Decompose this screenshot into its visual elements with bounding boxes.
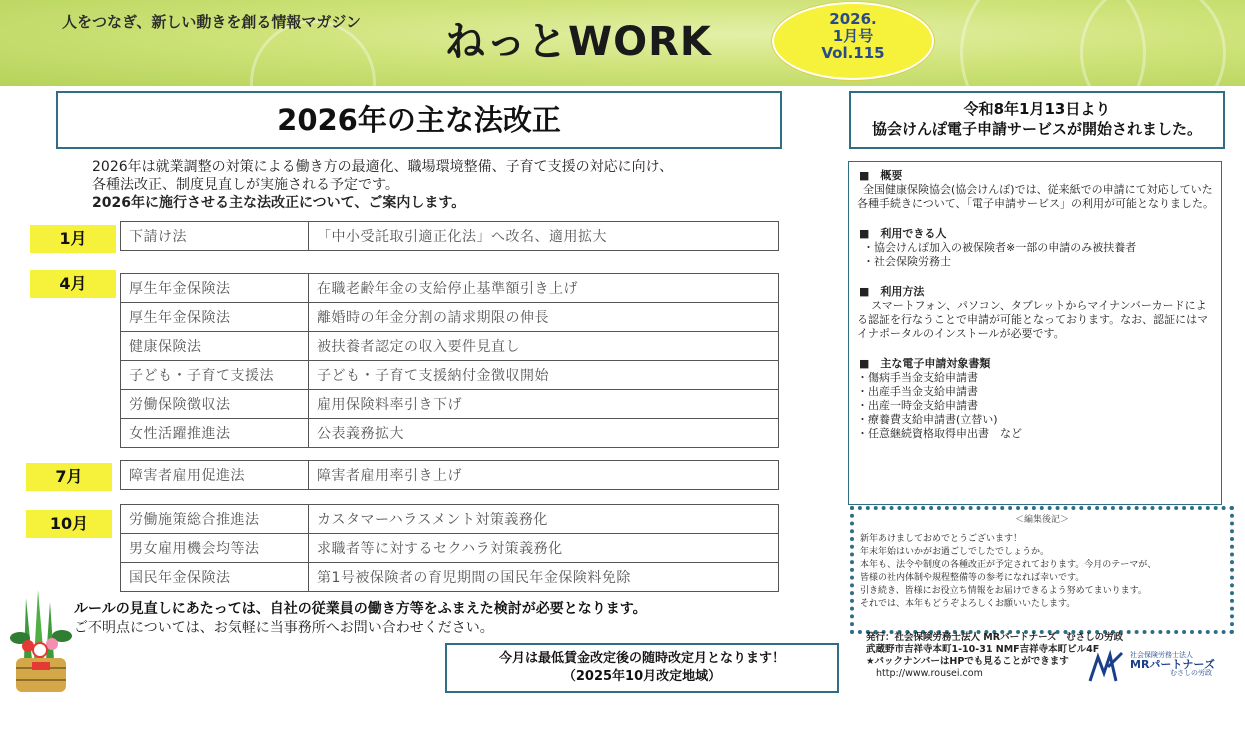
law-table-july: [120, 460, 779, 490]
law-change: 「中小受託取引適正化法」へ改名、適用拡大: [309, 222, 779, 251]
month-tag-january: 1月: [30, 225, 116, 253]
law-name: 国民年金保険法: [121, 563, 309, 592]
notice-line: 今月は最低賃金改定後の随時改定月となります！: [498, 651, 785, 666]
editors-note-line: 年末年始はいかがお過ごしでしたでしょうか。: [860, 547, 1050, 557]
list-item: ・協会けんぽ加入の被保険者※一部の申請のみ被扶養者: [863, 241, 1137, 254]
footer-note-bold: ルールの見直しにあたっては、自社の従業員の働き方等をふまえた検討が必要となります。: [74, 601, 647, 617]
table-row: [121, 390, 779, 419]
law-name: 厚生年金保険法: [121, 274, 309, 303]
law-change: 公表義務拡大: [309, 419, 779, 448]
section-heading-users: ■ 利用できる人: [859, 227, 947, 240]
editors-note: [850, 506, 1234, 634]
backnumber-note: ★バックナンバーはHPでも見ることができます: [866, 656, 1069, 667]
magazine-tagline: 人をつなぎ、新しい動きを創る情報マガジン: [62, 13, 362, 31]
notice-line: （2025年10月改定地域）: [562, 669, 722, 684]
law-table-january: [120, 221, 779, 251]
editors-note-line: 引き続き、皆様にお役立ち情報をお届けできるよう努めてまいります。: [860, 586, 1147, 596]
law-name: 障害者雇用促進法: [121, 461, 309, 490]
decorative-swirl: [1080, 0, 1226, 86]
website-link[interactable]: http://www.rousei.com: [876, 668, 983, 679]
logo-company-name: MRパートナーズ: [1130, 658, 1215, 671]
publisher-info: [866, 632, 1123, 680]
table-row: [121, 222, 779, 251]
minimum-wage-notice: [445, 643, 839, 693]
law-change: 在職老齢年金の支給停止基準額引き上げ: [309, 274, 779, 303]
issue-volume: Vol.115: [821, 44, 885, 62]
headline-line: 令和8年1月13日より: [963, 100, 1111, 118]
table-row: [121, 274, 779, 303]
kadomatsu-illustration: [8, 588, 74, 696]
intro-line: 各種法改正、制度見直しが実施される予定です。: [92, 177, 399, 193]
law-name: 厚生年金保険法: [121, 303, 309, 332]
issue-badge: [772, 2, 934, 80]
section-heading-method: ■ 利用方法: [859, 285, 925, 298]
e-application-details: [848, 161, 1222, 505]
table-row: [121, 303, 779, 332]
editors-note-line: 皆様の社内体制や規程整備等の参考になれば幸いです。: [860, 573, 1085, 583]
table-row: [121, 419, 779, 448]
magazine-title: ねっとWORK: [445, 19, 712, 65]
editors-note-line: それでは、本年もどうぞよろしくお願いいたします。: [860, 599, 1076, 609]
table-row: [121, 332, 779, 361]
law-change: 雇用保険料率引き下げ: [309, 390, 779, 419]
issue-month: 1月号: [832, 27, 874, 45]
logo-sub-text: むさしの労政: [1170, 669, 1212, 677]
month-tag-july: 7月: [26, 463, 112, 491]
month-tag-april: 4月: [30, 270, 116, 298]
law-change: 離婚時の年金分割の請求期限の伸長: [309, 303, 779, 332]
law-name: 女性活躍推進法: [121, 419, 309, 448]
law-name: 労働施策総合推進法: [121, 505, 309, 534]
editors-note-heading: ＜編集後記＞: [1014, 515, 1069, 525]
list-item: ・療養費支給申請書(立替い): [857, 413, 998, 426]
law-change: カスタマーハラスメント対策義務化: [309, 505, 779, 534]
list-item: ・出産手当金支給申請書: [857, 385, 978, 398]
law-change: 子ども・子育て支援納付金徴収開始: [309, 361, 779, 390]
publisher-address: 武蔵野市吉祥寺本町1-10-31 NMF吉祥寺本町ビル4F: [866, 644, 1100, 655]
publisher-name: 発行：社会保険労務士法人 MRパートナーズ むさしの労政: [866, 632, 1124, 643]
law-table-april: [120, 273, 779, 448]
intro-line: 2026年は就業調整の対策による働き方の最適化、職場環境整備、子育て支援の対応に向け、: [92, 159, 674, 175]
month-tag-october: 10月: [26, 510, 112, 538]
table-row: [121, 461, 779, 490]
editors-note-line: 新年あけましておめでとうございます！: [860, 534, 1023, 544]
list-item: ・任意継続資格取得申出書 など: [857, 427, 1022, 440]
table-row: [121, 361, 779, 390]
overview-text: 全国健康保険協会(協会けんぽ)では、従来紙での申請にて対応していた各種手続きについて、「電子申請サービス」の利用が可能となりました。: [857, 183, 1215, 210]
law-name: 健康保険法: [121, 332, 309, 361]
law-name: 労働保険徴収法: [121, 390, 309, 419]
editors-note-line: 本年も、法令や制度の各種改正が予定されております。今月のテーマが、: [860, 560, 1157, 570]
table-row: [121, 563, 779, 592]
section-heading-overview: ■ 概要: [859, 169, 903, 182]
law-table-october: [120, 504, 779, 592]
section-heading-documents: ■ 主な電子申請対象書類: [859, 357, 991, 370]
list-item: ・出産一時金支給申請書: [857, 399, 978, 412]
article-intro: [92, 158, 673, 212]
headline-line: 協会けんぽ電子申請サービスが開始されました。: [871, 120, 1202, 138]
intro-line-bold: 2026年に施行させる主な法改正について、ご案内します。: [92, 195, 466, 211]
issue-year: 2026.: [829, 10, 877, 28]
method-text: スマートフォン、パソコン、タブレットからマイナンバーカードによる認証を行なうことで申請が可能となっております。なお、認証にはマイナポータルのインストールが必要です。: [857, 299, 1209, 340]
mr-logo-icon: [1086, 647, 1126, 687]
masthead: [0, 0, 1245, 86]
e-application-headline: [849, 91, 1225, 149]
list-item: ・傷病手当金支給申請書: [857, 371, 978, 384]
law-change: 被扶養者認定の収入要件見直し: [309, 332, 779, 361]
table-row: [121, 505, 779, 534]
law-name: 下請け法: [121, 222, 309, 251]
law-change: 求職者等に対するセクハラ対策義務化: [309, 534, 779, 563]
company-logo: [1086, 645, 1226, 689]
law-change: 障害者雇用率引き上げ: [309, 461, 779, 490]
law-name: 男女雇用機会均等法: [121, 534, 309, 563]
list-item: ・社会保険労務士: [863, 255, 951, 268]
law-change: 第1号被保険者の育児期間の国民年金保険料免除: [309, 563, 779, 592]
logo-text: [1130, 651, 1215, 678]
table-row: [121, 534, 779, 563]
footer-note: ご不明点については、お気軽に当事務所へお問い合わせください。: [74, 620, 494, 636]
logo-small-text: 社会保険労務士法人: [1130, 651, 1193, 659]
article-title: 2026年の主な法改正: [56, 91, 782, 149]
law-name: 子ども・子育て支援法: [121, 361, 309, 390]
